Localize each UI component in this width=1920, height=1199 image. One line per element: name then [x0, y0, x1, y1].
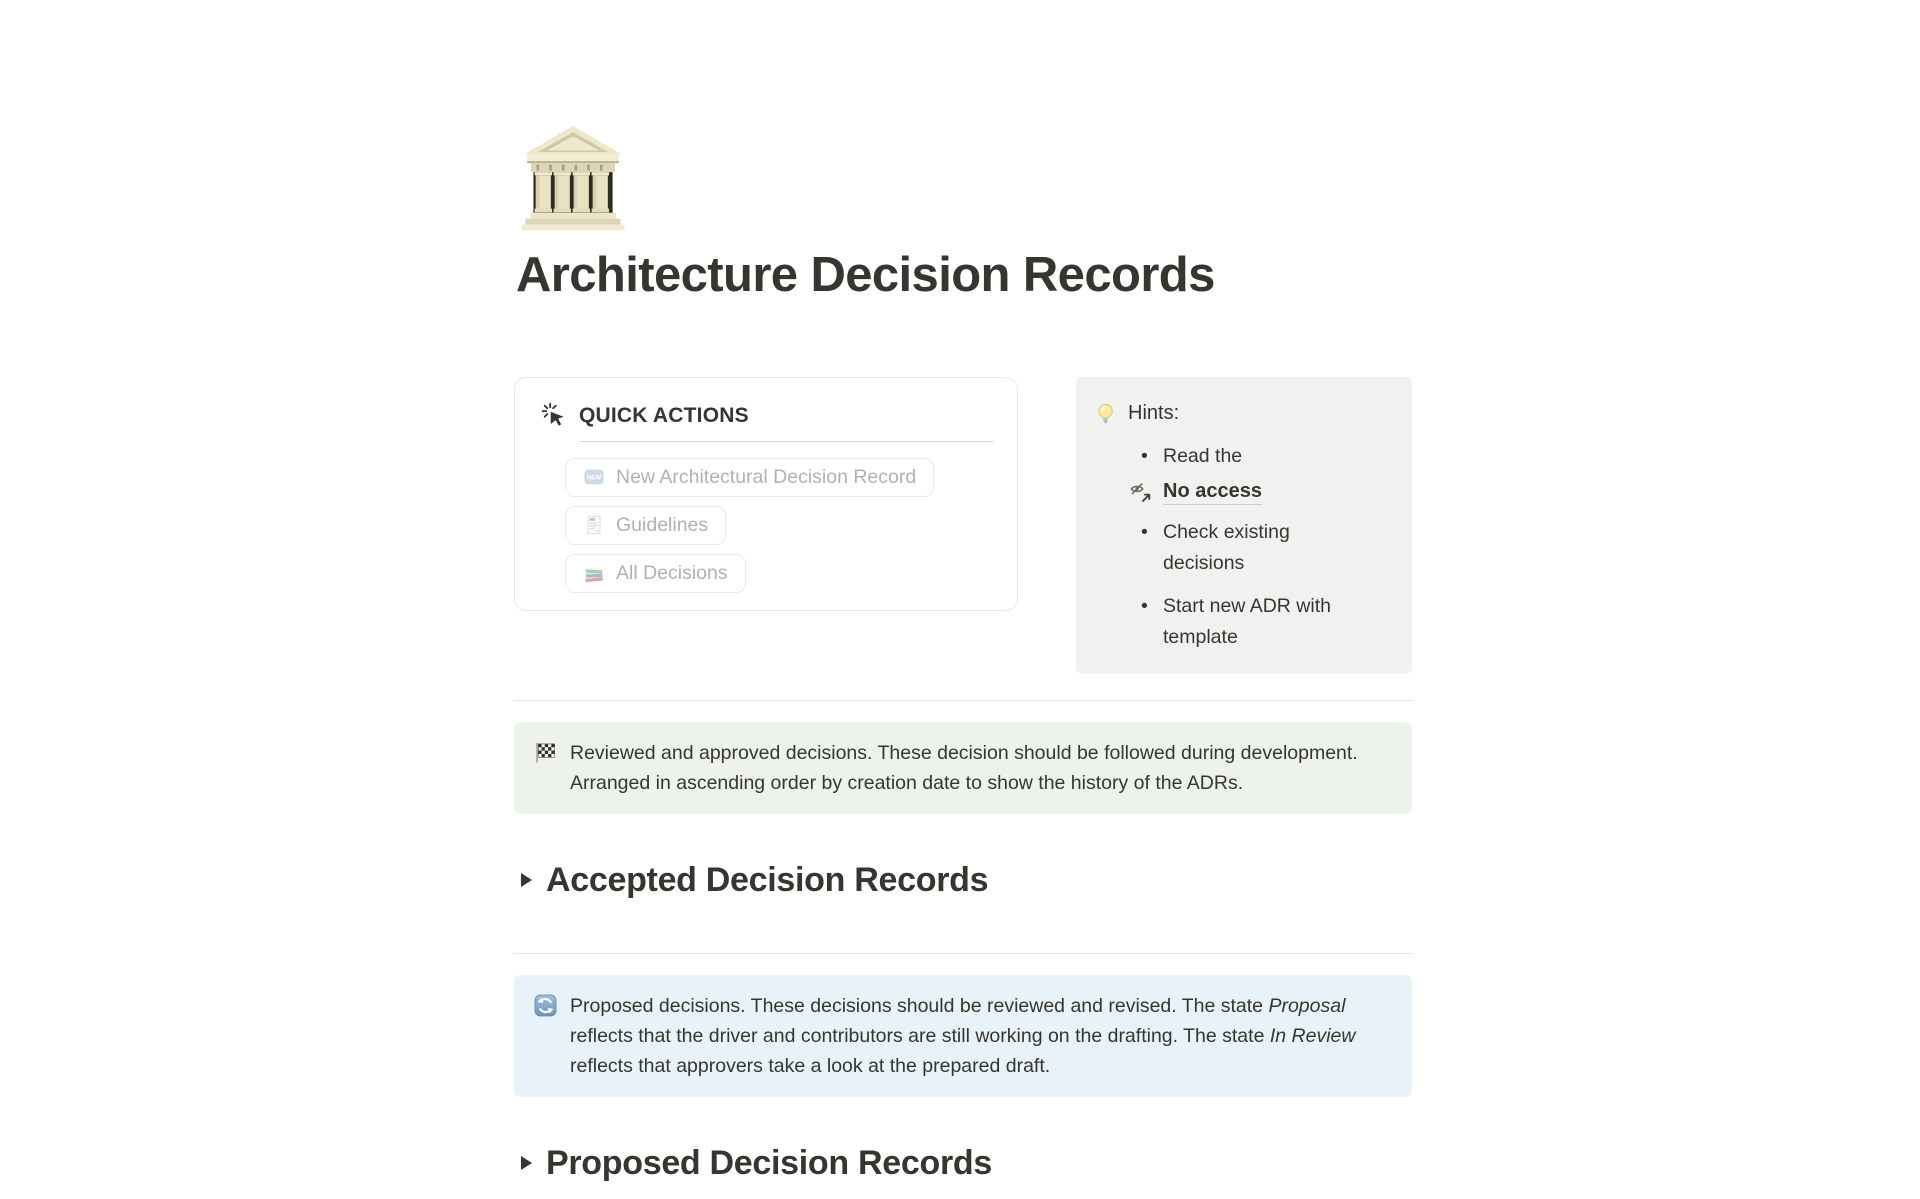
new-adr-button-label: New Architectural Decision Record [616, 465, 917, 488]
bullet-icon: • [1141, 444, 1148, 467]
new-adr-button[interactable] [565, 458, 934, 497]
two-column-layout [514, 377, 1412, 674]
new-badge-icon [583, 466, 605, 488]
notion-page [514, 0, 1412, 1187]
hint-item-check-existing [1141, 517, 1398, 579]
hint-item-start-new-adr [1141, 591, 1398, 653]
hint-item-read-the [1141, 441, 1398, 472]
all-decisions-button-label: All Decisions [616, 561, 728, 584]
page-title[interactable]: Architecture Decision Records [516, 248, 1215, 302]
refresh-icon [534, 994, 557, 1017]
hint-text: Read the [1163, 444, 1243, 467]
hint-text: Start new ADR with template [1163, 594, 1331, 648]
no-access-eye-icon [1129, 480, 1153, 504]
proposed-toggle-label: Proposed Decision Records [546, 1143, 992, 1182]
proposed-callout-text: Proposed decisions. These decisions should be reviewed and revised. The state Proposal reflects that the driver and contributors are still working on the drafting. The state In Review reflects that approvers take a look at the prepared draft. [570, 994, 1356, 1077]
divider [514, 700, 1412, 701]
no-access-page-link[interactable] [1129, 480, 1398, 505]
classical-building-art [516, 118, 630, 232]
checkered-flag-icon [534, 741, 557, 764]
cursor-click-icon [541, 402, 567, 428]
hints-callout [1076, 377, 1412, 674]
quick-actions-header [529, 400, 993, 442]
bullet-icon: • [1141, 594, 1148, 617]
toggle-triangle-icon [521, 873, 532, 887]
divider [514, 953, 1412, 954]
all-decisions-button[interactable] [565, 554, 746, 593]
toggle-triangle-icon [521, 1156, 532, 1170]
guidelines-button[interactable] [565, 506, 726, 545]
quick-actions-title: QUICK ACTIONS [579, 403, 749, 427]
light-bulb-icon [1094, 402, 1117, 425]
quick-actions-title-underline [579, 400, 993, 442]
guidelines-button-label: Guidelines [616, 513, 709, 536]
accepted-callout-text: Reviewed and approved decisions. These decision should be followed during development. Arranged in ascending order by creation date to show the history of the ADRs. [570, 741, 1358, 794]
accepted-toggle-label: Accepted Decision Records [546, 860, 989, 899]
classical-building-icon[interactable] [516, 118, 630, 232]
hint-text: Check existing decisions [1163, 520, 1290, 574]
receipt-icon [583, 514, 605, 536]
bullet-icon: • [1141, 520, 1148, 543]
proposed-callout [514, 975, 1412, 1097]
toggle-accepted-decision-records[interactable] [514, 856, 1412, 904]
books-icon [583, 562, 605, 584]
hints-title: Hints: [1128, 401, 1180, 424]
hints-header [1094, 398, 1398, 429]
toggle-proposed-decision-records[interactable] [514, 1139, 1412, 1187]
accepted-callout [514, 722, 1412, 814]
quick-actions-button-list [565, 458, 993, 593]
no-access-link-label: No access [1163, 480, 1262, 505]
svg-text:NEW: NEW [586, 475, 602, 482]
quick-actions-panel [514, 377, 1018, 611]
